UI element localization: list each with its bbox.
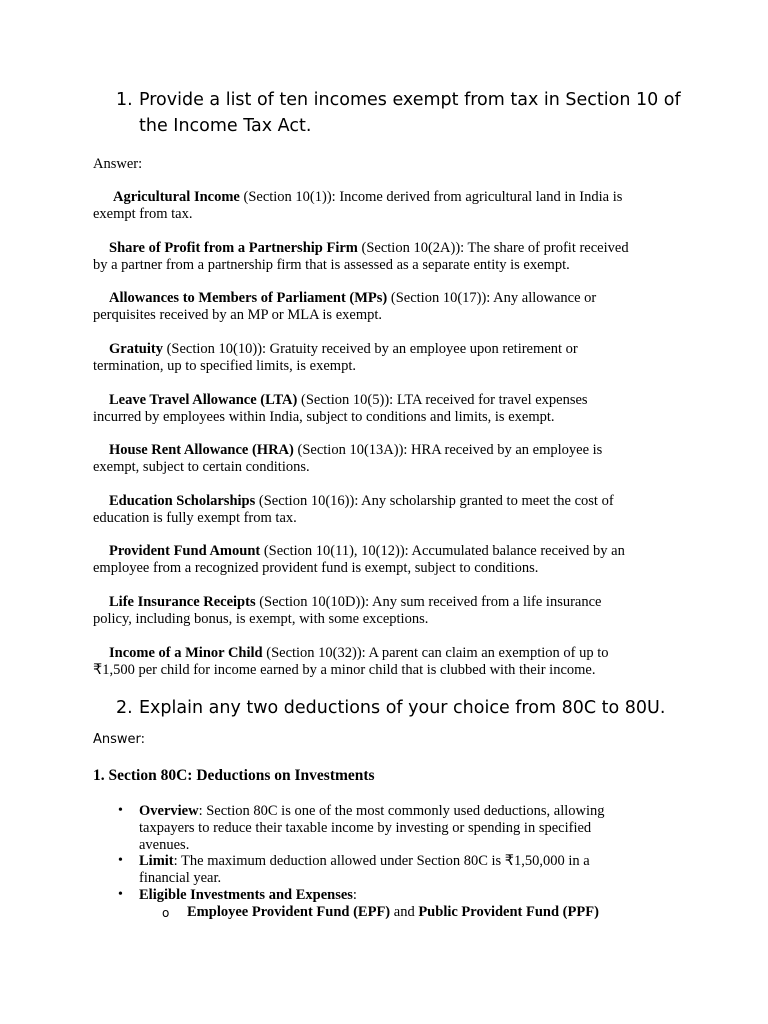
list-item bbox=[93, 594, 683, 628]
list-item bbox=[93, 240, 683, 274]
item-text: (Section 10(10)): Gratuity received by an employee upon retirement or bbox=[162, 341, 578, 357]
item-text: (Section 10(16)): Any scholarship granted to meet the cost of bbox=[255, 493, 614, 509]
item-text: (Section 10(2A)): The share of profit received bbox=[357, 240, 629, 256]
item-text: (Section 10(13A)): HRA received by an employee is bbox=[293, 442, 603, 458]
sub-list-item bbox=[187, 904, 599, 921]
item-text-cont: perquisites received by an MP or MLA is exempt. bbox=[93, 307, 383, 323]
sub-item-title-2: Public Provident Fund (PPF) bbox=[418, 904, 599, 920]
bullet-text-cont: taxpayers to reduce their taxable income by investing or spending in specified bbox=[139, 820, 592, 836]
item-text-cont: employee from a recognized provident fund is exempt, subject to conditions. bbox=[93, 560, 539, 576]
item-text: (Section 10(5)): LTA received for travel expenses bbox=[297, 392, 588, 408]
item-title: Life Insurance Receipts bbox=[109, 594, 256, 610]
item-text-cont: incurred by employees within India, subject to conditions and limits, is exempt. bbox=[93, 409, 555, 425]
item-text: (Section 10(10D)): Any sum received from a life insurance bbox=[255, 594, 602, 610]
item-text-cont: education is fully exempt from tax. bbox=[93, 510, 297, 526]
bullet-text: : The maximum deduction allowed under Section 80C is ₹1,50,000 in a bbox=[173, 853, 590, 869]
item-title: Agricultural Income bbox=[113, 189, 240, 205]
item-text-cont: by a partner from a partnership firm that is assessed as a separate entity is exempt. bbox=[93, 257, 570, 273]
bullet-title: Overview bbox=[139, 803, 199, 819]
list-item bbox=[93, 645, 683, 679]
list-item bbox=[139, 887, 659, 904]
answer-label-2: Answer: bbox=[93, 732, 146, 747]
item-title: Income of a Minor Child bbox=[109, 645, 263, 661]
list-item bbox=[139, 853, 659, 887]
bullet-text: : bbox=[352, 887, 357, 903]
sub-item-text: and bbox=[390, 904, 419, 920]
bullet-title: Eligible Investments and Expenses bbox=[139, 887, 353, 903]
item-title: Provident Fund Amount bbox=[109, 543, 261, 559]
item-text-cont: ₹1,500 per child for income earned by a minor child that is clubbed with their income. bbox=[93, 662, 596, 678]
sub-item-title-1: Employee Provident Fund (EPF) bbox=[187, 904, 391, 920]
item-text-cont: policy, including bonus, is exempt, with some exceptions. bbox=[93, 611, 429, 627]
item-text: (Section 10(17)): Any allowance or bbox=[387, 290, 597, 306]
item-text: (Section 10(1)): Income derived from agricultural land in India is bbox=[239, 189, 623, 205]
bullet-icon: • bbox=[118, 853, 123, 868]
item-title: Leave Travel Allowance (LTA) bbox=[109, 392, 298, 408]
item-text-cont: exempt from tax. bbox=[93, 206, 193, 222]
list-item bbox=[93, 341, 683, 375]
list-item bbox=[93, 290, 683, 324]
item-text-cont: termination, up to specified limits, is exempt. bbox=[93, 358, 356, 374]
bullet-icon: • bbox=[118, 803, 123, 818]
question-2-number: 2. bbox=[116, 698, 133, 718]
question-1-line-1: Provide a list of ten incomes exempt from tax in Section 10 of bbox=[139, 90, 681, 110]
list-item bbox=[93, 189, 683, 223]
item-title: Gratuity bbox=[109, 341, 163, 357]
answer-label: Answer: bbox=[93, 156, 143, 172]
bullet-text-cont: avenues. bbox=[139, 837, 190, 853]
list-item bbox=[93, 543, 683, 577]
item-text: (Section 10(11), 10(12)): Accumulated balance received by an bbox=[260, 543, 625, 559]
bullet-text-cont: financial year. bbox=[139, 870, 222, 886]
item-title: House Rent Allowance (HRA) bbox=[109, 442, 294, 458]
list-item bbox=[93, 392, 683, 426]
item-text: (Section 10(32)): A parent can claim an exemption of up to bbox=[262, 645, 609, 661]
list-item bbox=[139, 803, 659, 854]
sub-bullet-icon: o bbox=[162, 906, 170, 920]
question-1-number: 1. bbox=[116, 90, 133, 110]
list-item bbox=[93, 442, 683, 476]
question-2-text: Explain any two deductions of your choice from 80C to 80U. bbox=[139, 698, 666, 718]
item-title: Allowances to Members of Parliament (MPs) bbox=[109, 290, 388, 306]
item-text-cont: exempt, subject to certain conditions. bbox=[93, 459, 310, 475]
list-item bbox=[93, 493, 683, 527]
item-title: Education Scholarships bbox=[109, 493, 256, 509]
bullet-title: Limit bbox=[139, 853, 174, 869]
item-title: Share of Profit from a Partnership Firm bbox=[109, 240, 358, 256]
section-title: 1. Section 80C: Deductions on Investments bbox=[93, 767, 375, 784]
question-1-line-2: the Income Tax Act. bbox=[139, 116, 312, 136]
bullet-icon: • bbox=[118, 887, 123, 902]
bullet-text: : Section 80C is one of the most commonly used deductions, allowing bbox=[198, 803, 605, 819]
